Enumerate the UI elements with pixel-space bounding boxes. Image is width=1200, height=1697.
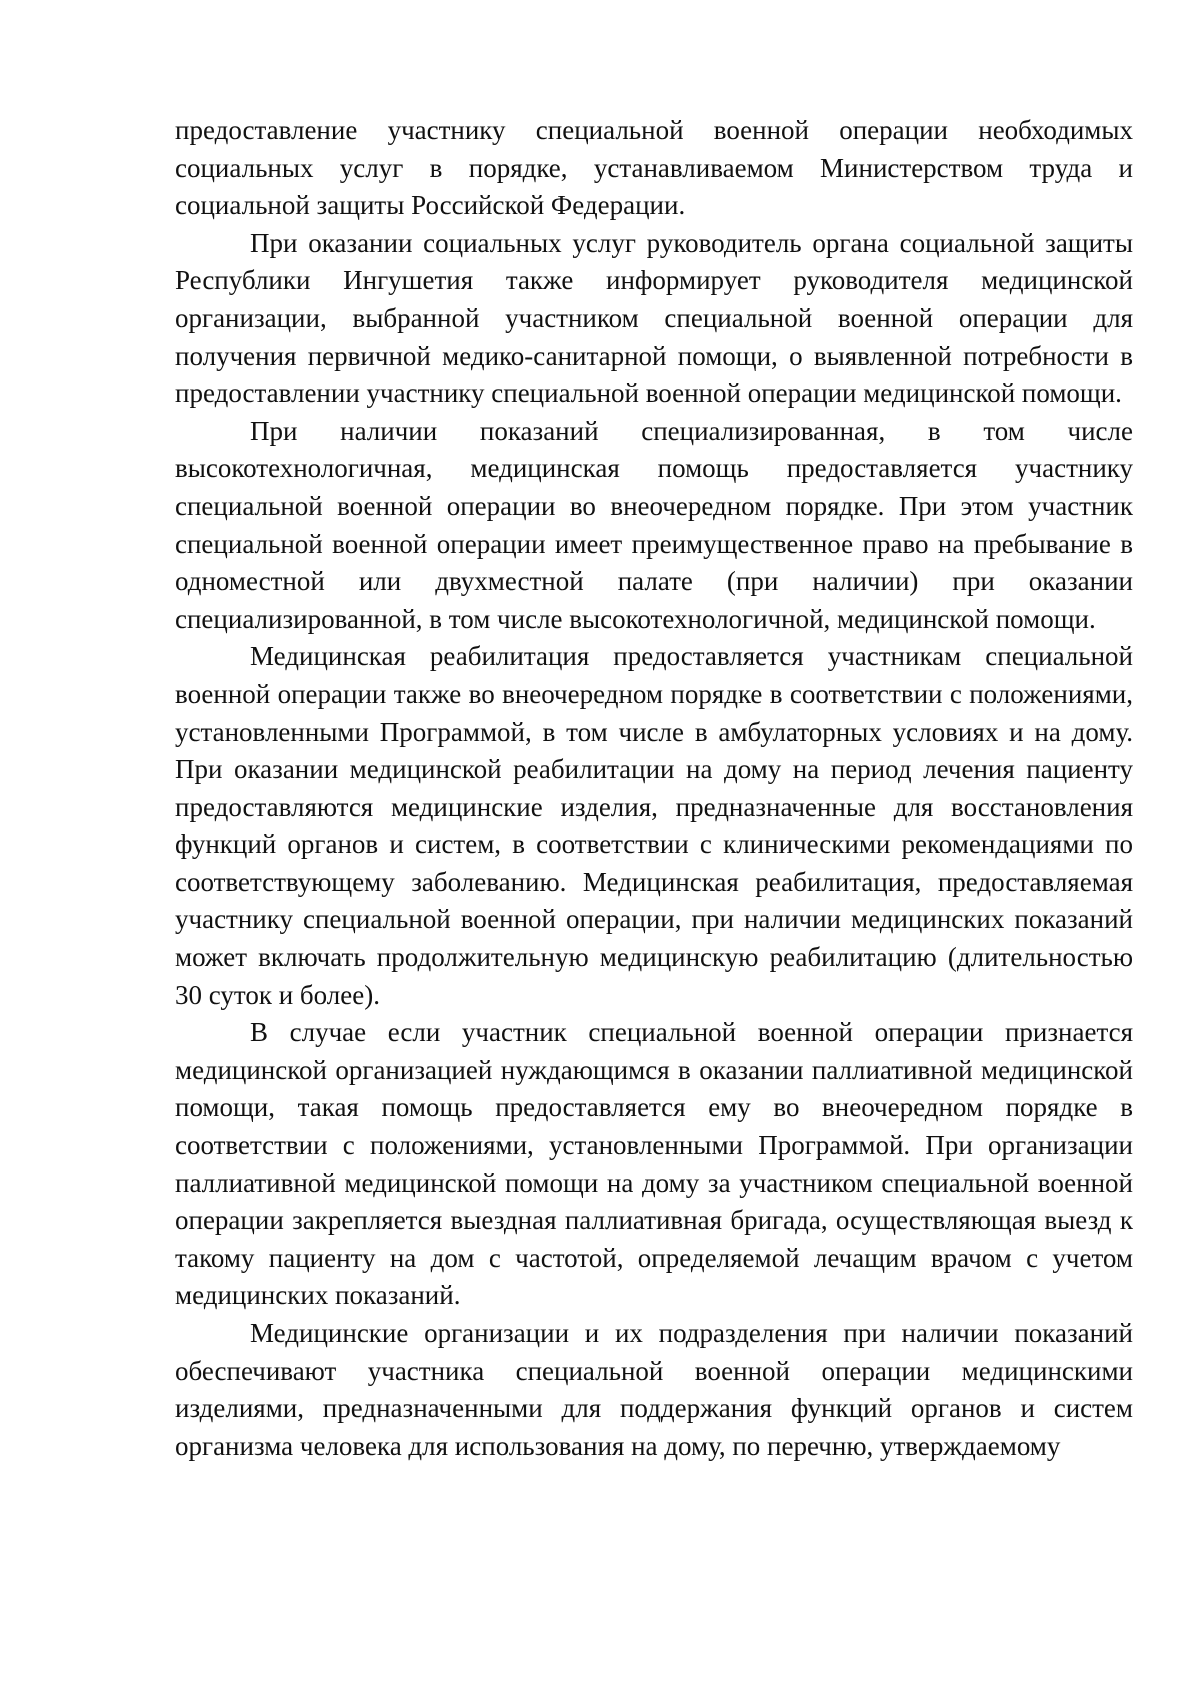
paragraph-continuation: предоставление участнику специальной военной операции необходимых социальных услуг в порядке, устанавливаемом Министерством труда и социальной защиты Российской Федерации. bbox=[175, 115, 1133, 221]
paragraph-social-services: При оказании социальных услуг руководитель органа социальной защиты Республики Ингушетия также информирует руководителя медицинской организации, выбранной участником специальной военной операции для получения первичной медико-санитарной помощи, о выявленной потребности в предоставлении участнику специальной военной операции медицинской помощи. bbox=[175, 227, 1133, 409]
paragraph-rehabilitation: Медицинская реабилитация предоставляется участникам специальной военной операции также во внеочередном порядке в соответствии с положениями, установленными Программой, в том числе в амбулаторных условиях и на дому. При оказании медицинской реабилитации на дому на период лечения пациенту предоставляются медицинские изделия, предназначенные для восстановления функций органов и систем, в соответствии с клиническими рекомендациями по соответствующему заболеванию. Медицинская реабилитация, предоставляемая участнику специальной военной операции, при наличии медицинских показаний может включать продолжительную медицинскую реабилитацию (длительностью 30 суток и более). bbox=[175, 641, 1133, 1010]
paragraph-medical-devices: Медицинские организации и их подразделения при наличии показаний обеспечивают участника специальной военной операции медицинскими изделиями, предназначенными для поддержания функций органов и систем организма человека для использования на дому, по перечню, утверждаемому bbox=[175, 1318, 1133, 1461]
paragraph-palliative-care: В случае если участник специальной военной операции признается медицинской организацией нуждающимся в оказании паллиативной медицинской помощи, такая помощь предоставляется ему во внеочередном порядке в соответствии с положениями, установленными Программой. При организации паллиативной медицинской помощи на дому за участником специальной военной операции закрепляется выездная паллиативная бригада, осуществляющая выезд к такому пациенту на дом с частотой, определяемой лечащим врачом с учетом медицинских показаний. bbox=[175, 1017, 1133, 1311]
document-body bbox=[175, 112, 1133, 1465]
paragraph-specialized-care: При наличии показаний специализированная, в том числе высокотехнологичная, медицинская помощь предоставляется участнику специальной военной операции во внеочередном порядке. При этом участник специальной военной операции имеет преимущественное право на пребывание в одноместной или двухместной палате (при наличии) при оказании специализированной, в том числе высокотехнологичной, медицинской помощи. bbox=[175, 415, 1133, 634]
